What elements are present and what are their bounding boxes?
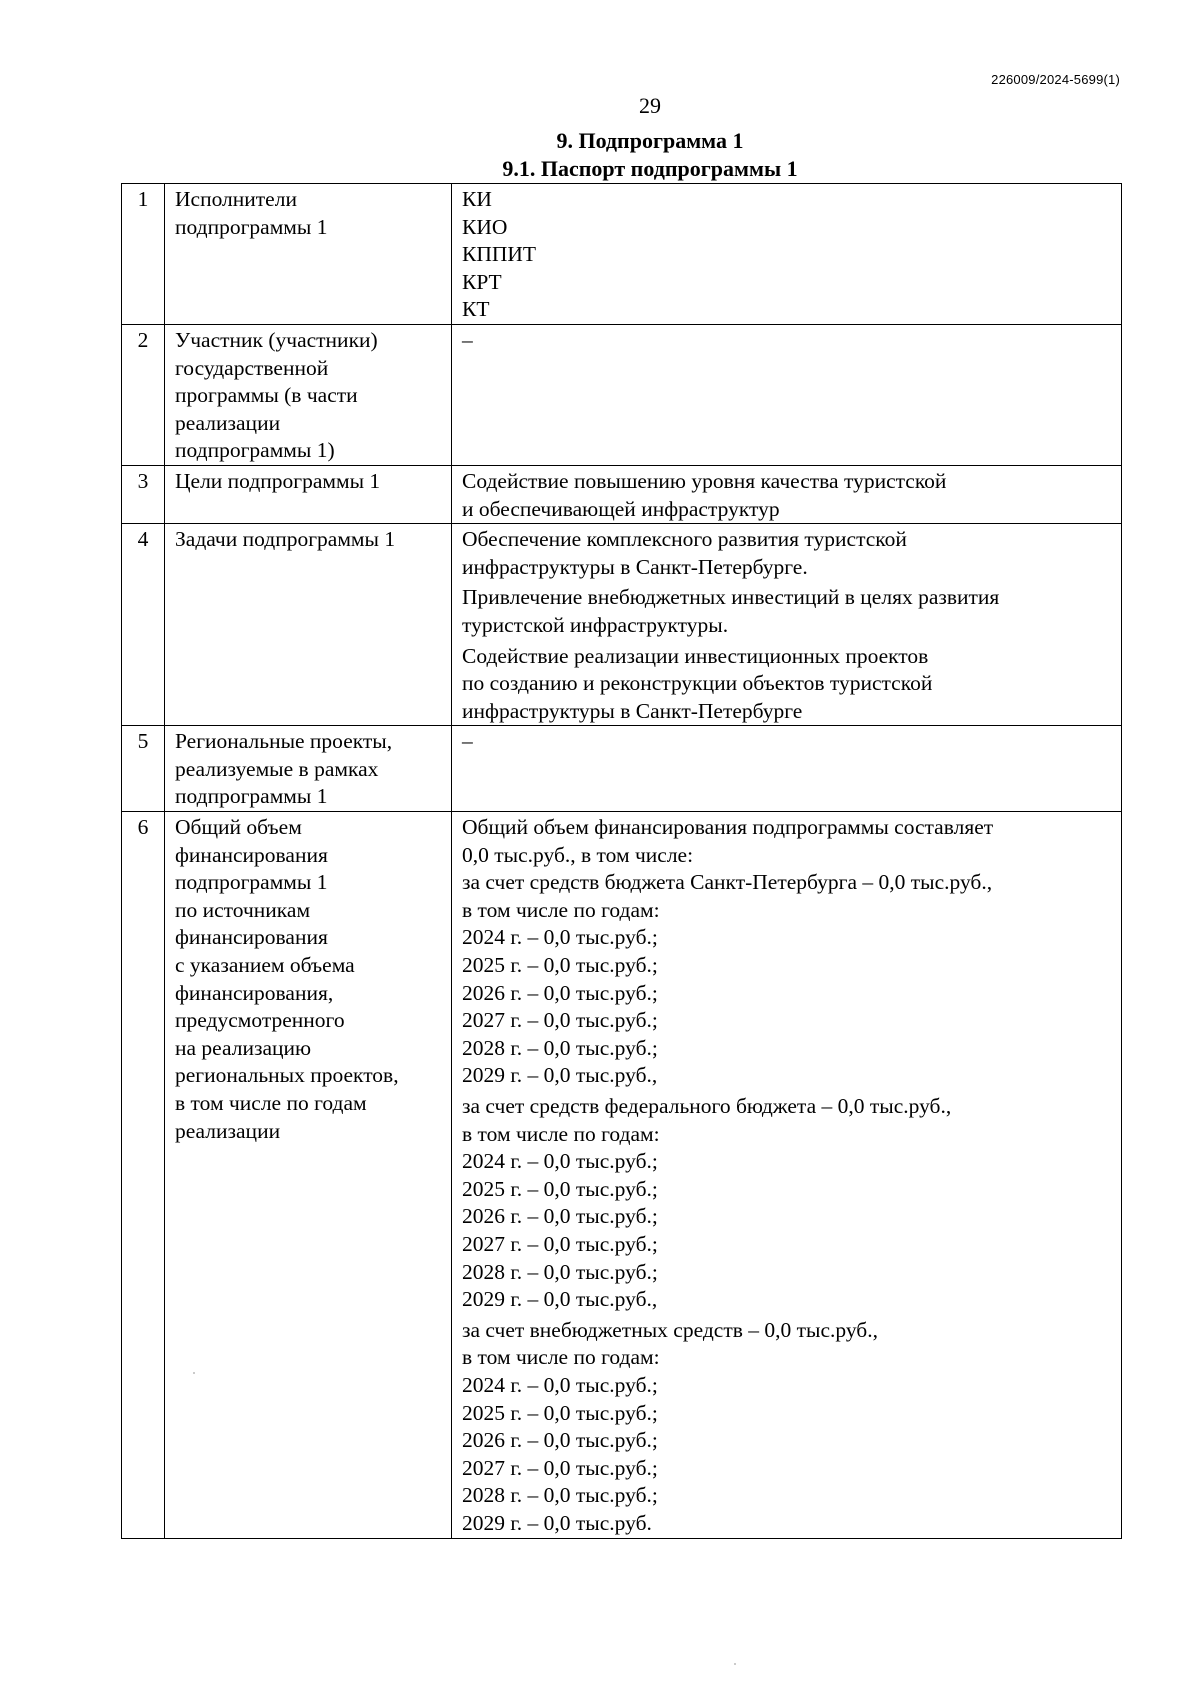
value-line: 2025 г. – 0,0 тыс.руб.;: [462, 1176, 658, 1201]
row-value: [452, 184, 1122, 325]
passport-row: [122, 184, 1122, 325]
page-number: 29: [639, 93, 661, 118]
value-line: 2029 г. – 0,0 тыс.руб.,: [462, 1063, 658, 1088]
row-label: [165, 812, 452, 1538]
row-label: [165, 726, 452, 812]
row-number: 4: [122, 524, 165, 726]
label-line: подпрограммы 1: [175, 214, 328, 239]
row-value: [452, 524, 1122, 726]
value-line: инфраструктуры в Санкт-Петербурге.: [462, 554, 808, 579]
value-line: Обеспечение комплексного развития туристской: [462, 527, 907, 552]
document-registration-number: 226009/2024-5699(1): [991, 72, 1120, 87]
row-value: [452, 324, 1122, 465]
subsection-heading: 9.1. Паспорт подпрограммы 1: [502, 156, 798, 181]
row-value: [452, 726, 1122, 812]
value-line: инфраструктуры в Санкт-Петербурге: [462, 698, 803, 723]
label-line: Общий объем: [175, 815, 302, 840]
row-number: 6: [122, 812, 165, 1538]
label-line: государственной: [175, 355, 329, 380]
value-line: Содействие повышению уровня качества туристской: [462, 468, 947, 493]
value-line: за счет внебюджетных средств – 0,0 тыс.руб.,: [462, 1317, 878, 1342]
scan-speck: [734, 1663, 736, 1665]
row-number: 1: [122, 184, 165, 325]
value-line: Привлечение внебюджетных инвестиций в целях развития: [462, 585, 1000, 610]
value-line: и обеспечивающей инфраструктур: [462, 496, 780, 521]
value-line: за счет средств бюджета Санкт-Петербурга – 0,0 тыс.руб.,: [462, 870, 993, 895]
label-line: подпрограммы 1: [175, 870, 328, 895]
label-line: в том числе по годам: [175, 1091, 367, 1115]
value-line: 2027 г. – 0,0 тыс.руб.;: [462, 1231, 658, 1256]
value-line: 2025 г. – 0,0 тыс.руб.;: [462, 953, 658, 978]
label-line: финансирования,: [175, 980, 334, 1005]
row-label: [165, 524, 452, 726]
section-heading: 9. Подпрограмма 1: [556, 128, 744, 153]
value-line: 2028 г. – 0,0 тыс.руб.;: [462, 1259, 658, 1284]
value-line: в том числе по годам:: [462, 1345, 660, 1370]
value-line: 2028 г. – 0,0 тыс.руб.;: [462, 1035, 658, 1060]
value-line: КППИТ: [462, 242, 537, 267]
label-line: Цели подпрограммы 1: [175, 468, 381, 493]
passport-row: [122, 524, 1122, 726]
value-line: в том числе по годам:: [462, 897, 660, 922]
value-line: 2026 г. – 0,0 тыс.руб.;: [462, 1204, 658, 1229]
label-line: предусмотренного: [175, 1008, 345, 1033]
label-line: подпрограммы 1): [175, 438, 335, 463]
scan-speck: [193, 1372, 195, 1374]
value-line: 2024 г. – 0,0 тыс.руб.;: [462, 1372, 658, 1397]
value-line: 2029 г. – 0,0 тыс.руб.,: [462, 1287, 658, 1312]
row-number: 5: [122, 726, 165, 812]
passport-row: [122, 812, 1122, 1538]
label-line: Исполнители: [175, 187, 297, 211]
row-label: [165, 324, 452, 465]
passport-table-body: [122, 184, 1122, 1539]
row-value: [452, 812, 1122, 1538]
passport-row: [122, 465, 1122, 523]
value-line: 2027 г. – 0,0 тыс.руб.;: [462, 1455, 658, 1480]
value-line: в том числе по годам:: [462, 1121, 660, 1146]
value-line: КИО: [462, 214, 508, 239]
value-line: –: [462, 327, 473, 352]
value-line: КРТ: [462, 269, 502, 294]
label-line: с указанием объема: [175, 953, 355, 978]
label-line: финансирования: [175, 842, 328, 867]
value-line: 2025 г. – 0,0 тыс.руб.;: [462, 1400, 658, 1425]
value-line: –: [462, 729, 473, 754]
row-label: [165, 184, 452, 325]
label-line: Участник (участники): [175, 327, 378, 352]
value-line: туристской инфраструктуры.: [462, 612, 729, 637]
row-number: 2: [122, 324, 165, 465]
value-line: по созданию и реконструкции объектов туристской: [462, 671, 933, 696]
passport-row: [122, 324, 1122, 465]
value-line: 2027 г. – 0,0 тыс.руб.;: [462, 1008, 658, 1033]
row-label: [165, 465, 452, 523]
value-line: 2024 г. – 0,0 тыс.руб.;: [462, 925, 658, 950]
label-line: Задачи подпрограммы 1: [175, 527, 396, 552]
label-line: подпрограммы 1: [175, 784, 328, 809]
label-line: финансирования: [175, 925, 328, 950]
row-number: 3: [122, 465, 165, 523]
label-line: реализации: [175, 410, 281, 435]
label-line: Региональные проекты,: [175, 729, 393, 754]
value-line: за счет средств федерального бюджета – 0,0 тыс.руб.,: [462, 1094, 952, 1118]
label-line: по источникам: [175, 897, 311, 922]
passport-row: [122, 726, 1122, 812]
value-line: Общий объем финансирования подпрограммы составляет: [462, 815, 994, 840]
value-line: КИ: [462, 187, 492, 211]
label-line: на реализацию: [175, 1035, 312, 1060]
label-line: реализации: [175, 1118, 281, 1143]
label-line: программы (в части: [175, 383, 358, 408]
value-line: 2024 г. – 0,0 тыс.руб.;: [462, 1149, 658, 1174]
value-line: 0,0 тыс.руб., в том числе:: [462, 842, 694, 867]
subprogram-passport-table: [121, 183, 1122, 1539]
value-line: Содействие реализации инвестиционных проектов: [462, 643, 929, 668]
value-line: 2026 г. – 0,0 тыс.руб.;: [462, 980, 658, 1005]
label-line: региональных проектов,: [175, 1063, 399, 1088]
row-value: [452, 465, 1122, 523]
value-line: 2028 г. – 0,0 тыс.руб.;: [462, 1483, 658, 1508]
value-line: КТ: [462, 297, 490, 322]
value-line: 2029 г. – 0,0 тыс.руб.: [462, 1510, 652, 1535]
label-line: реализуемые в рамках: [175, 756, 379, 781]
value-line: 2026 г. – 0,0 тыс.руб.;: [462, 1428, 658, 1453]
